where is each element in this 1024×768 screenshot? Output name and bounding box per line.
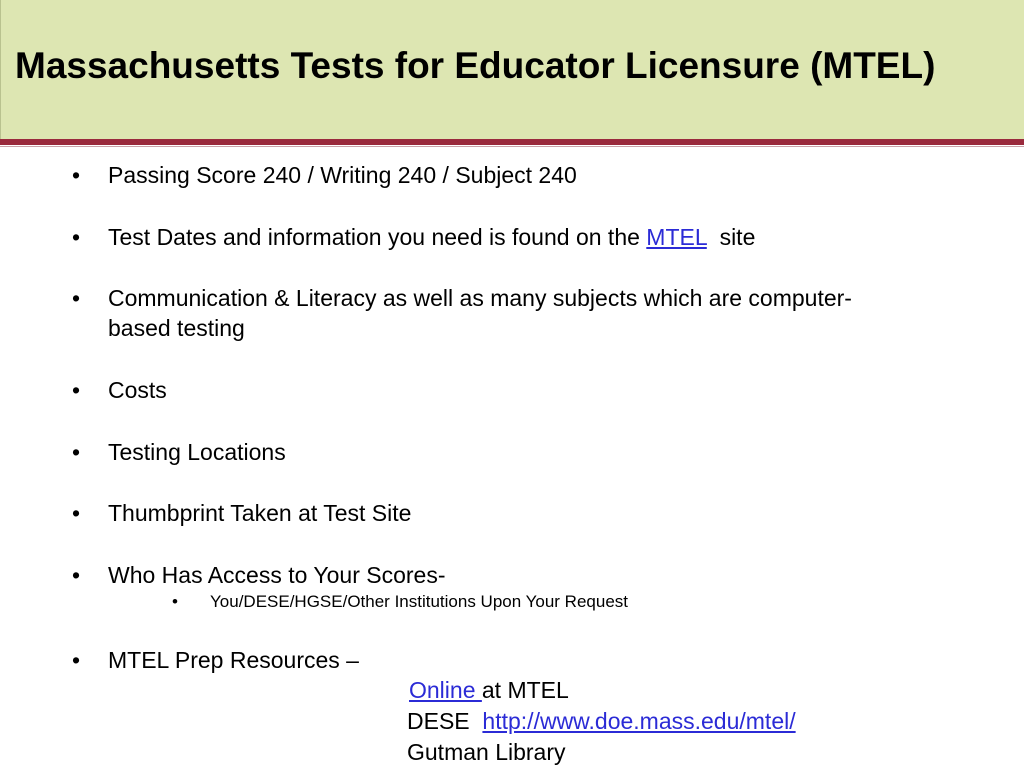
bullet-dot: •	[72, 285, 81, 311]
title-divider-shadow	[0, 146, 1024, 147]
dese-url-link[interactable]: http://www.doe.mass.edu/mtel/	[482, 708, 796, 734]
bullet-text-line2: based testing	[108, 315, 245, 341]
bullet-dot: •	[72, 224, 81, 250]
resource-online	[409, 675, 569, 705]
library-label: Gutman Library	[407, 739, 566, 765]
bullet-text: Thumbprint Taken at Test Site	[108, 500, 412, 526]
bullet-text: MTEL Prep Resources –	[108, 647, 359, 673]
sub-bullet-dot: •	[172, 592, 178, 611]
bullet-dot: •	[72, 500, 81, 526]
title-bar	[0, 0, 1024, 139]
sub-bullet-text: You/DESE/HGSE/Other Institutions Upon Your Request	[210, 592, 629, 611]
bullet-text: Testing Locations	[108, 439, 286, 465]
bullet-text: Costs	[108, 377, 167, 403]
dese-label: DESE	[407, 708, 483, 734]
bullet-dot: •	[72, 377, 81, 403]
bullet-text-pre: Test Dates and information you need is found on the	[108, 224, 647, 250]
bullet-dot: •	[72, 439, 81, 465]
slide-title: Massachusetts Tests for Educator Licensure (MTEL)	[15, 45, 936, 86]
title-divider	[0, 139, 1024, 145]
bullet-text-post: site	[706, 224, 756, 250]
bullet-text: Passing Score 240 / Writing 240 / Subject 240	[108, 162, 577, 188]
bullet-dot: •	[72, 162, 81, 188]
bullet-text	[108, 222, 755, 252]
bullet-text: Who Has Access to Your Scores-	[108, 562, 446, 588]
online-link[interactable]: Online	[409, 677, 482, 703]
online-suffix: at MTEL	[481, 677, 569, 703]
mtel-link[interactable]: MTEL	[646, 224, 707, 250]
resource-library	[407, 737, 566, 767]
bullet-dot: •	[72, 562, 81, 588]
bullet-dot: •	[72, 647, 81, 673]
bullet-text-line1: Communication & Literacy as well as many subjects which are computer-	[108, 285, 852, 311]
resource-dese	[407, 706, 796, 736]
